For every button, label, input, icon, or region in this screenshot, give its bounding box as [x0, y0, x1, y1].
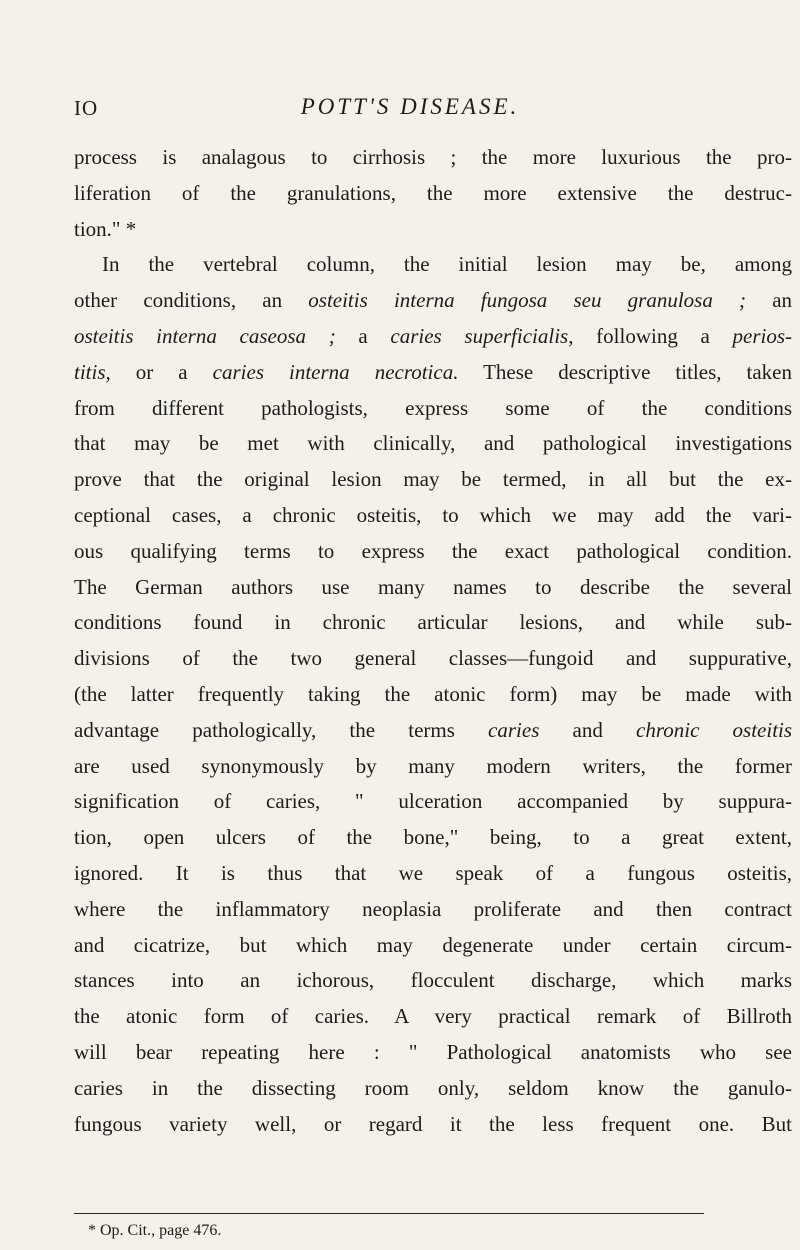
page-header	[0, 0, 800, 130]
text-line: divisions of the two general classes—fungoid and suppurative,	[74, 646, 792, 671]
italic-term: titis,	[74, 359, 111, 384]
text-line: caries in the dissecting room only, seldom know the ganulo-	[74, 1075, 792, 1100]
text-run: and	[572, 717, 603, 742]
text-line	[74, 355, 792, 391]
text-line: signification of caries, " ulceration accompanied by suppura-	[74, 789, 792, 814]
italic-term: perios-	[732, 323, 793, 348]
text-line: from different pathologists, express some of the conditions	[74, 395, 792, 420]
footnote: * Op. Cit., page 476.	[88, 1222, 222, 1239]
text-line: prove that the original lesion may be termed, in all but the ex-	[74, 467, 792, 492]
text-line	[74, 319, 792, 355]
text-line: The German authors use many names to describe the several	[74, 574, 792, 599]
italic-term: caries superficialis,	[390, 323, 574, 348]
italic-term: osteitis interna fungosa seu granulosa ;	[308, 288, 746, 313]
text-line: ceptional cases, a chronic osteitis, to which we may add the vari-	[74, 502, 792, 527]
text-run: a	[358, 323, 368, 348]
text-line: will bear repeating here : " Pathological anatomists who see	[74, 1039, 792, 1064]
text-line: tion." *	[74, 216, 137, 241]
italic-term: caries interna necrotica.	[212, 359, 459, 384]
text-run: These descriptive titles, taken	[483, 359, 792, 384]
text-run: other conditions, an	[74, 288, 283, 313]
text-line: stances into an ichorous, flocculent discharge, which marks	[74, 968, 792, 993]
text-line: (the latter frequently taking the atonic form) may be made with	[74, 681, 792, 706]
text-line: conditions found in chronic articular lesions, and while sub-	[74, 610, 792, 635]
page-number: IO	[74, 96, 99, 120]
text-run: following a	[596, 323, 710, 348]
text-line: that may be met with clinically, and pathological investigations	[74, 431, 792, 456]
footnote-rule	[74, 1213, 704, 1214]
text-line: fungous variety well, or regard it the less frequent one. But	[74, 1111, 792, 1136]
text-run: or a	[135, 359, 188, 384]
text-run: an	[772, 288, 793, 313]
italic-term: caries	[488, 717, 540, 742]
text-line: liferation of the granulations, the more extensive the destruc-	[74, 180, 792, 205]
text-line: In the vertebral column, the initial lesion may be, among	[102, 252, 792, 277]
text-line	[74, 713, 792, 749]
text-line: process is analagous to cirrhosis ; the more luxurious the pro-	[74, 145, 792, 169]
text-line: where the inflammatory neoplasia proliferate and then contract	[74, 896, 792, 921]
text-line: and cicatrize, but which may degenerate under certain circum-	[74, 932, 792, 957]
text-line: are used synonymously by many modern writers, the former	[74, 753, 792, 778]
text-line	[74, 283, 792, 319]
italic-term: osteitis interna caseosa ;	[74, 323, 336, 348]
italic-term: chronic osteitis	[636, 717, 793, 742]
text-line: ous qualifying terms to express the exact pathological condition.	[74, 538, 792, 563]
running-title: POTT'S DISEASE.	[300, 94, 520, 119]
text-line: tion, open ulcers of the bone," being, to a great extent,	[74, 825, 792, 850]
text-line: the atonic form of caries. A very practical remark of Billroth	[74, 1004, 792, 1029]
text-line: ignored. It is thus that we speak of a fungous osteitis,	[74, 860, 792, 885]
text-run: advantage pathologically, the terms	[74, 717, 455, 742]
body-text	[74, 140, 792, 1142]
